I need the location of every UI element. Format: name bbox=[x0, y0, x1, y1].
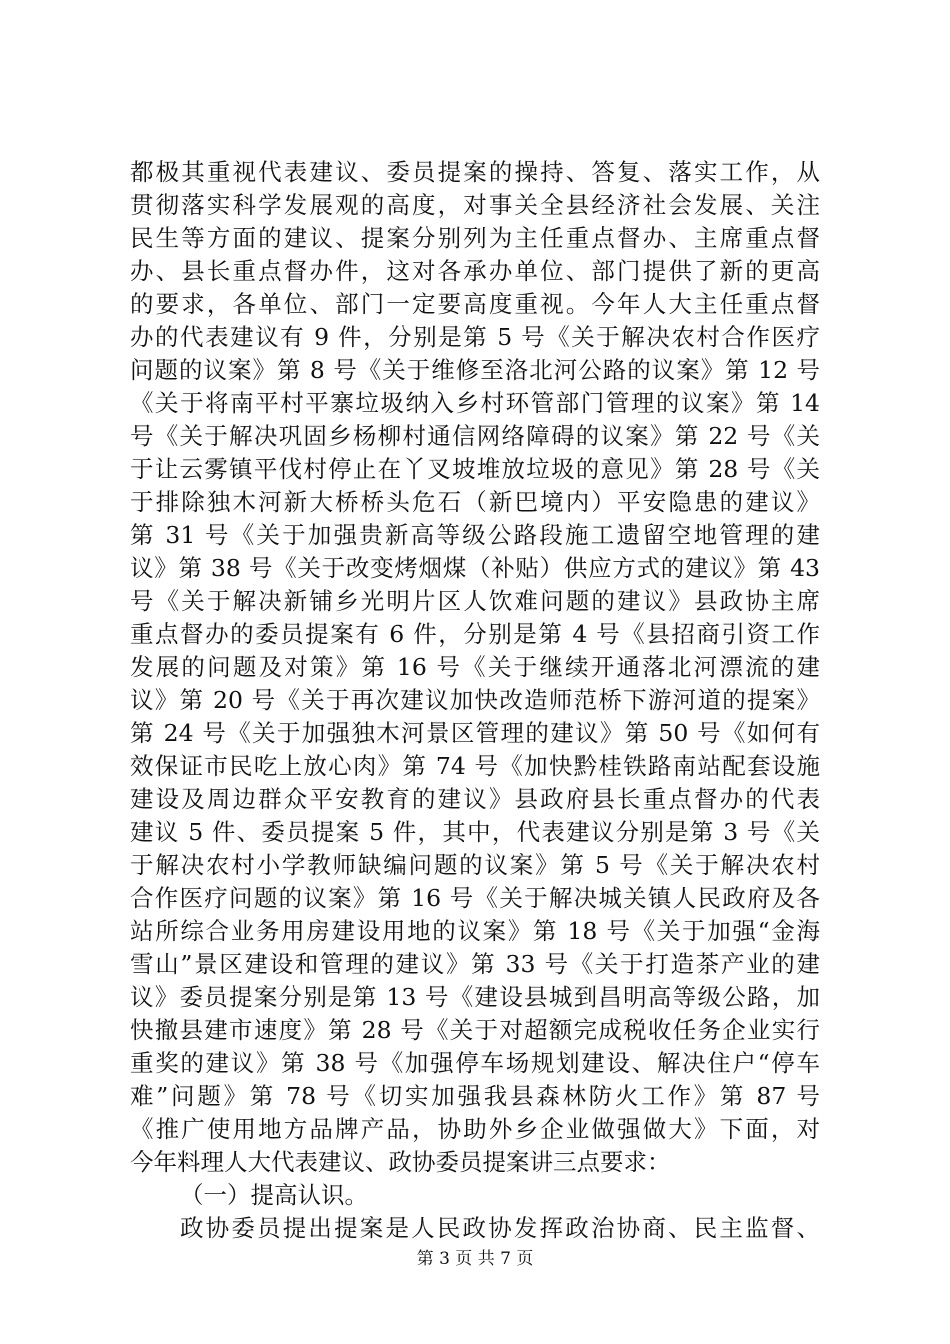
body-line: 办的代表建议有 9 件，分别是第 5 号《关于解决农村合作医疗 bbox=[130, 323, 820, 351]
body-line: 效保证市民吃上放心肉》第 74 号《加快黔桂铁路南站配套设施 bbox=[130, 752, 820, 780]
body-line: 今年料理人大代表建议、政协委员提案讲三点要求： bbox=[130, 1148, 671, 1176]
body-line: 发展的问题及对策》第 16 号《关于继续开通落北河漂流的建 bbox=[130, 653, 820, 681]
body-line: 重点督办的委员提案有 6 件，分别是第 4 号《县招商引资工作 bbox=[130, 620, 820, 648]
body-line: 贯彻落实科学发展观的高度，对事关全县经济社会发展、关注 bbox=[130, 191, 820, 219]
body-line: 于解决农村小学教师缺编问题的议案》第 5 号《关于解决农村 bbox=[130, 851, 820, 879]
body-line: 第 31 号《关于加强贵新高等级公路段施工遗留空地管理的建 bbox=[130, 521, 820, 549]
body-line: 《推广使用地方品牌产品，协助外乡企业做强做大》下面，对 bbox=[130, 1115, 820, 1143]
body-line: 于排除独木河新大桥桥头危石（新巴境内）平安隐患的建议》 bbox=[130, 488, 820, 516]
body-line: 都极其重视代表建议、委员提案的操持、答复、落实工作，从 bbox=[130, 158, 820, 186]
body-line: 号《关于解决新铺乡光明片区人饮难问题的建议》县政协主席 bbox=[130, 587, 820, 615]
body-line: 号《关于解决巩固乡杨柳村通信网络障碍的议案》第 22 号《关 bbox=[130, 422, 820, 450]
body-line: 于让云雾镇平伐村停止在丫叉坡堆放垃圾的意见》第 28 号《关 bbox=[130, 455, 820, 483]
body-line: 的要求，各单位、部门一定要高度重视。今年人大主任重点督 bbox=[130, 290, 820, 318]
page-number-footer: 第 3 页 共 7 页 bbox=[416, 1249, 534, 1269]
body-line: 议》第 20 号《关于再次建议加快改造师范桥下游河道的提案》 bbox=[130, 686, 820, 714]
body-line: 难”问题》第 78 号《切实加强我县森林防火工作》第 87 号 bbox=[130, 1082, 820, 1110]
paragraph-first-line: 政协委员提出提案是人民政协发挥政治协商、民主监督、 bbox=[180, 1214, 820, 1242]
body-line: 议》第 38 号《关于改变烤烟煤（补贴）供应方式的建议》第 43 bbox=[130, 554, 820, 582]
body-line: 问题的议案》第 8 号《关于维修至洛北河公路的议案》第 12 号 bbox=[130, 356, 820, 384]
body-line: 站所综合业务用房建设用地的议案》第 18 号《关于加强“金海 bbox=[130, 917, 820, 945]
body-line: 快撤县建市速度》第 28 号《关于对超额完成税收任务企业实行 bbox=[130, 1016, 820, 1044]
body-line: 建议 5 件、委员提案 5 件，其中，代表建议分别是第 3 号《关 bbox=[130, 818, 820, 846]
body-line: 办、县长重点督办件，这对各承办单位、部门提供了新的更高 bbox=[130, 257, 820, 285]
section-heading: （一）提高认识。 bbox=[180, 1181, 368, 1209]
body-line: 《关于将南平村平寨垃圾纳入乡村环管部门管理的议案》第 14 bbox=[130, 389, 820, 417]
body-line: 建设及周边群众平安教育的建议》县政府县长重点督办的代表 bbox=[130, 785, 820, 813]
body-line: 重奖的建议》第 38 号《加强停车场规划建设、解决住户“停车 bbox=[130, 1049, 820, 1077]
body-line: 合作医疗问题的议案》第 16 号《关于解决城关镇人民政府及各 bbox=[130, 884, 820, 912]
body-line: 第 24 号《关于加强独木河景区管理的建议》第 50 号《如何有 bbox=[130, 719, 820, 747]
body-line: 议》委员提案分别是第 13 号《建设县城到昌明高等级公路，加 bbox=[130, 983, 820, 1011]
body-line: 雪山”景区建设和管理的建议》第 33 号《关于打造茶产业的建 bbox=[130, 950, 820, 978]
body-line: 民生等方面的建议、提案分别列为主任重点督办、主席重点督 bbox=[130, 224, 820, 252]
